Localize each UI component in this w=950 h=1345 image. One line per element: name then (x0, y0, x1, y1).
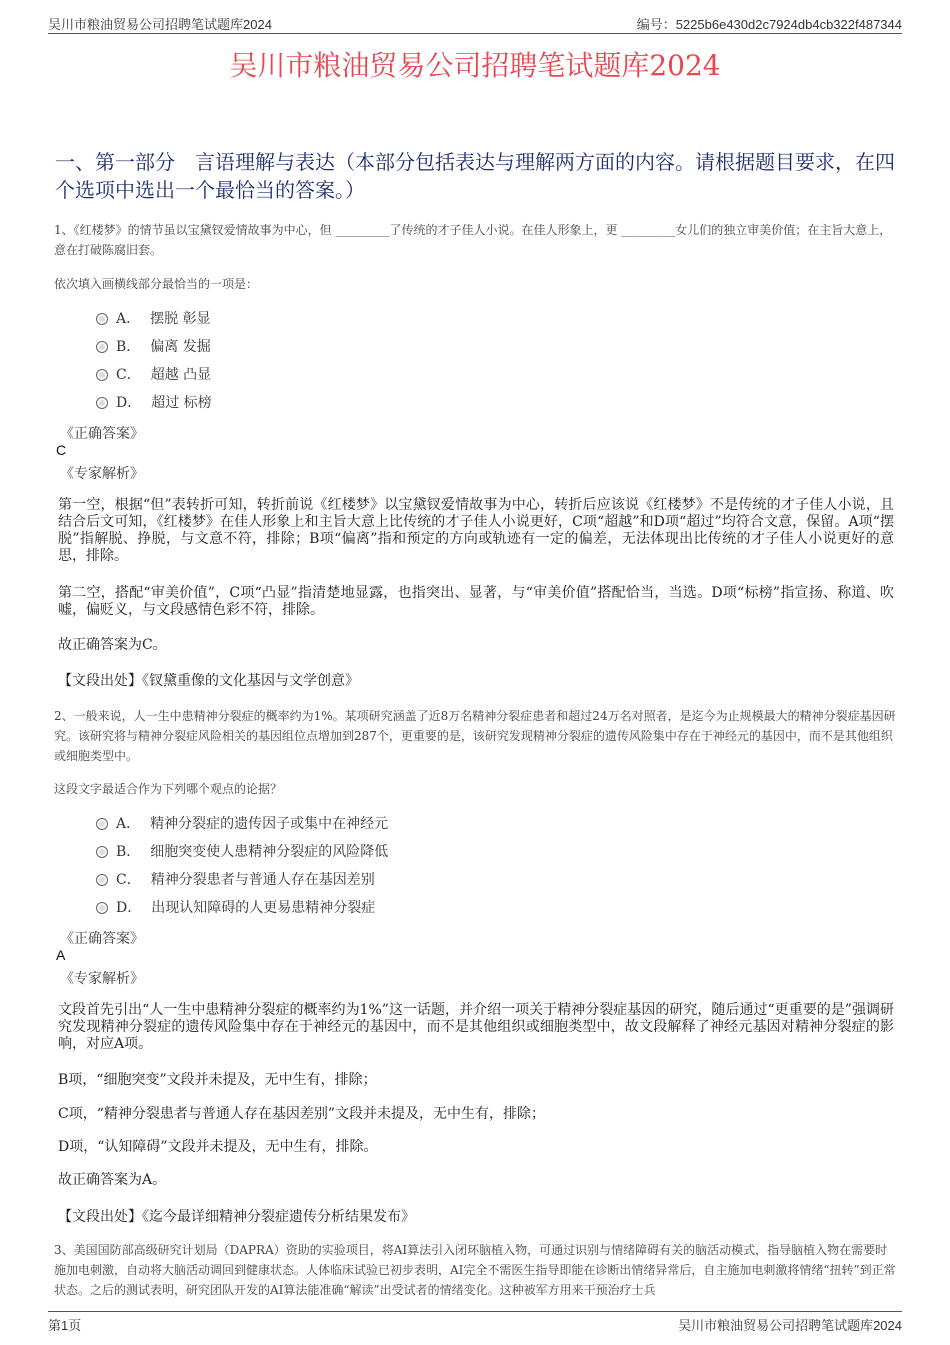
question-1-analysis-para-2: 第二空，搭配“审美价值”，C项“凸显”指清楚地显露，也指突出、显著，与“审美价值”搭配恰当，当选。D项“标榜”指宣扬、称道、吹嘘，偏贬义，与文段感情色彩不符，排除。 (58, 585, 894, 618)
question-1-conclusion: 故正确答案为C。 (58, 637, 167, 653)
footer-title: 吴川市粮油贸易公司招聘笔试题库2024 (678, 1318, 902, 1333)
question-1-option-d[interactable]: D． 超过 标榜 (96, 393, 212, 413)
question-2-answer-label: 《正确答案》 (60, 931, 144, 947)
question-2-option-b[interactable]: B． 细胞突变使人患精神分裂症的风险降低 (96, 842, 388, 862)
radio-icon[interactable] (96, 818, 108, 830)
question-2-prompt: 这段文字最适合作为下列哪个观点的论据？ (54, 782, 283, 796)
question-1-analysis-label: 《专家解析》 (60, 466, 144, 482)
header-left: 吴川市粮油贸易公司招聘笔试题库2024 (48, 17, 272, 32)
question-2-answer: A (56, 947, 66, 963)
question-2-option-c[interactable]: C． 精神分裂患者与普通人存在基因差别 (96, 870, 375, 890)
page-number: 第1页 (48, 1318, 82, 1333)
page-title: 吴川市粮油贸易公司招聘笔试题库2024 (229, 49, 721, 82)
question-1-option-b[interactable]: B． 偏离 发掘 (96, 337, 211, 357)
question-1-text: 1、《红楼梦》的情节虽以宝黛钗爱情故事为中心，但 _________了传统的才子佳人小说。在佳人形象上，更 _________女儿们的独立审美价值；在主旨大意上，意在打破陈腐旧套。 (54, 223, 892, 257)
question-3-text: 3、美国国防部高级研究计划局（DAPRA）资助的实验项目，将AI算法引入闭环脑植入物，可通过识别与情绪障碍有关的脑活动模式，指导脑植入物在需要时施加电刺激，自动将大脑活动调回到健康状态。人体临床试验已初步表明，AI完全不需医生指导即能在诊断出情绪异常后，自主施加电刺激将情绪“扭转”到正常状态。之后的测试表明，研究团队开发的AI算法能准确“解读”出受试者的情绪变化。这种被军方用来干预治疗士兵 (54, 1243, 896, 1297)
question-2-analysis-c: C项，“精神分裂患者与普通人存在基因差别”文段并未提及，无中生有，排除； (58, 1106, 546, 1122)
question-2-option-d[interactable]: D． 出现认知障碍的人更易患精神分裂症 (96, 898, 375, 918)
question-2-analysis-label: 《专家解析》 (60, 971, 144, 987)
radio-icon[interactable] (96, 341, 108, 353)
radio-icon[interactable] (96, 397, 108, 409)
section-heading: 一、第一部分 言语理解与表达（本部分包括表达与理解两方面的内容。请根据题目要求，在四个选项中选出一个最恰当的答案。） (55, 150, 895, 202)
question-2-source: 【文段出处】《迄今最详细精神分裂症遗传分析结果发布》 (58, 1209, 415, 1225)
question-1-option-c[interactable]: C． 超越 凸显 (96, 365, 211, 385)
question-1-answer-label: 《正确答案》 (60, 426, 144, 442)
radio-icon[interactable] (96, 902, 108, 914)
question-1-answer: C (56, 442, 67, 458)
radio-icon[interactable] (96, 874, 108, 886)
radio-icon[interactable] (96, 313, 108, 325)
radio-icon[interactable] (96, 369, 108, 381)
question-2-analysis-d: D项，“认知障碍”文段并未提及，无中生有，排除。 (58, 1139, 378, 1155)
header-rule (48, 33, 902, 34)
question-1-source: 【文段出处】《钗黛重像的文化基因与文学创意》 (58, 673, 359, 689)
radio-icon[interactable] (96, 846, 108, 858)
footer-rule (48, 1311, 902, 1312)
question-2-analysis-b: B项，“细胞突变”文段并未提及，无中生有，排除； (58, 1072, 377, 1088)
question-2-conclusion: 故正确答案为A。 (58, 1172, 167, 1188)
question-2-option-a[interactable]: A． 精神分裂症的遗传因子或集中在神经元 (96, 814, 388, 834)
header-doc-id: 编号：5225b6e430d2c7924db4cb322f487344 (636, 17, 902, 32)
question-2-analysis-para-1: 文段首先引出“人一生中患精神分裂症的概率约为1%”这一话题，并介绍一项关于精神分裂症基因的研究，随后通过“更重要的是”强调研究发现精神分裂症的遗传风险集中存在于神经元的基因中，而不是其他组织或细胞类型中，故文段解释了神经元基因对精神分裂症的影响，对应A项。 (58, 1002, 894, 1052)
question-1-option-a[interactable]: A． 摆脱 彰显 (96, 309, 211, 329)
question-1-analysis-para-1: 第一空，根据“但”表转折可知，转折前说《红楼梦》以宝黛钗爱情故事为中心，转折后应该说《红楼梦》不是传统的才子佳人小说，且结合后文可知，《红楼梦》在佳人形象上和主旨大意上比传统的才子佳人小说更好，C项“超越”和D项“超过”均符合文意，保留。A项“摆脱”指解脱、挣脱，与文意不符，排除；B项“偏离”指和预定的方向或轨迹有一定的偏差，无法体现出比传统的才子佳人小说更好的意思，排除。 (58, 497, 894, 564)
question-1-prompt: 依次填入画横线部分最恰当的一项是： (54, 277, 259, 291)
question-2-text: 2、一般来说，人一生中患精神分裂症的概率约为1%。某项研究涵盖了近8万名精神分裂症患者和超过24万名对照者，是迄今为止规模最大的精神分裂症基因研究。该研究将与精神分裂症风险相关的基因组位点增加到287个，更重要的是，该研究发现精神分裂症的遗传风险集中存在于神经元的基因中，而不是其他组织或细胞类型中。 (54, 709, 896, 763)
